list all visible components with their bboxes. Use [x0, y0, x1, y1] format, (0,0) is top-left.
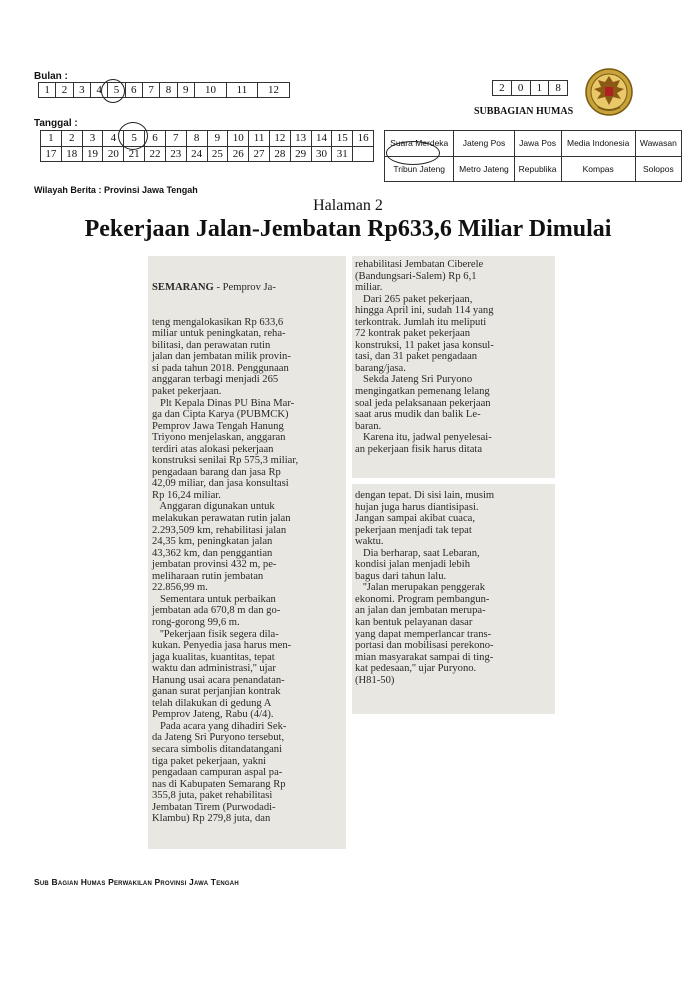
article-line: konstruksi, 11 paket jasa konsul-: [355, 339, 494, 351]
media-cell: Solopos: [635, 156, 681, 182]
article-line: Dia berharap, saat Lebaran,: [355, 547, 480, 559]
date-cell: 3: [82, 131, 103, 147]
date-cell: 24: [186, 146, 207, 162]
article-line: paket pekerjaan.: [152, 386, 222, 398]
media-cell: Wawasan: [635, 131, 681, 157]
article-line: secara simbolis ditandatangani: [152, 743, 283, 755]
month-cell: 7: [142, 83, 159, 98]
tanggal-label: Tanggal :: [34, 118, 78, 129]
media-cell: Republika: [514, 156, 561, 182]
month-cell: 6: [125, 83, 142, 98]
column-1-line: SEMARANG - Pemprov Ja-: [152, 282, 276, 294]
article-line: ganan surat perjanjian kontrak: [152, 686, 281, 698]
article-line: miliar.: [355, 282, 383, 294]
article-line: ga dan Cipta Karya (PUBMCK): [152, 409, 289, 421]
footer-text: Sub Bagian Humas Perwakilan Provinsi Jawa Tengah: [34, 877, 239, 887]
date-cell: 2: [61, 131, 82, 147]
article-line: Triyono menjelaskan, anggaran: [152, 432, 286, 444]
article-line: waktu dan administrasi,'' ujar: [152, 663, 276, 675]
selected-month-circle: [101, 79, 125, 103]
article-line: Sekda Jateng Sri Puryono: [355, 374, 473, 386]
article-line: 43,362 km, dan penggantian: [152, 547, 273, 559]
date-cell: 4: [103, 131, 124, 147]
article-line: 22.856,99 m.: [152, 582, 208, 594]
article-line: miliar untuk peningkatan, reha-: [152, 328, 286, 340]
article-line: yang dapat memperlancar trans-: [355, 628, 492, 640]
media-cell: Metro Jateng: [454, 156, 514, 182]
month-cell: 11: [226, 83, 257, 98]
date-cell: 11: [249, 131, 270, 147]
article-line: jembatan ada 670,8 m dan go-: [152, 605, 281, 617]
article-line: kondisi jalan menjadi lebih: [355, 559, 471, 571]
article-column-2-bottom: [355, 490, 494, 686]
article-line: kan bentuk pelayanan dasar: [355, 617, 473, 629]
year-digit-cell: 1: [530, 81, 549, 96]
selected-date-circle: [118, 122, 148, 150]
article-line: hujan juga harus diantisipasi.: [355, 501, 479, 513]
date-cell: 26: [228, 146, 249, 162]
article-line: 355,8 juta, paket rehabilitasi: [152, 790, 273, 802]
article-line: nas di Kabupaten Semarang Rp: [152, 778, 286, 790]
media-cell: Kompas: [561, 156, 635, 182]
date-cell: 9: [207, 131, 228, 147]
media-cell: Media Indonesia: [561, 131, 635, 157]
date-cell: 20: [103, 146, 124, 162]
article-line: jaga kualitas, kuantitas, tepat: [152, 651, 275, 663]
article-line: (Bandungsari-Salem) Rp 6,1: [355, 270, 477, 282]
media-cell: Jawa Pos: [514, 131, 561, 157]
date-cell: 6: [145, 131, 166, 147]
article-line: tasi, dan 31 paket pengadaan: [355, 351, 478, 363]
month-cell: 2: [56, 83, 73, 98]
date-cell: 27: [249, 146, 270, 162]
date-cell: 22: [145, 146, 166, 162]
article-line: 42,09 miliar, dan jasa konsultasi: [152, 478, 289, 490]
article-line: si pada tahun 2018. Penggunaan: [152, 362, 289, 374]
article-line: jalan dan jembatan milik provin-: [152, 351, 291, 363]
garuda-emblem-icon: [584, 67, 634, 117]
year-digit-cell: 0: [511, 81, 530, 96]
article-line: kukan. Penyedia jasa harus men-: [152, 640, 292, 652]
article-line: anggaran terbagi menjadi 265: [152, 374, 279, 386]
article-line: Pemprov Jateng, Rabu (4/4).: [152, 709, 274, 721]
article-line: Anggaran digunakan untuk: [152, 501, 275, 513]
article-line: 72 kontrak paket pekerjaan: [355, 328, 471, 340]
article-line: an pekerjaan fisik harus ditata: [355, 443, 483, 455]
date-grid: [40, 130, 374, 162]
date-cell: 28: [269, 146, 290, 162]
page-number: Halaman 2: [313, 197, 383, 214]
media-cell: Suara Merdeka: [385, 131, 454, 157]
article-line: pekerjaan menjadi tak tepat: [355, 524, 472, 536]
article-line: soal jeda pelaksanaan pekerjaan: [355, 397, 491, 409]
date-cell: [353, 146, 374, 162]
media-cell: Tribun Jateng: [385, 156, 454, 182]
article-column-1: [152, 259, 298, 825]
month-cell: 5: [108, 83, 125, 98]
month-cell: 12: [257, 83, 289, 98]
article-line: Rp 16,24 miliar.: [152, 489, 221, 501]
article-line: rong-gorong 99,6 m.: [152, 616, 240, 628]
article-line: dengan tepat. Di sisi lain, musim: [355, 490, 495, 501]
month-cell: 4: [90, 83, 107, 98]
article-line: mian masyarakat sampai di ting-: [355, 651, 494, 663]
article-line: mengingatkan pemenang lelang: [355, 386, 490, 398]
headline: Pekerjaan Jalan-Jembatan Rp633,6 Miliar Dimulai: [84, 216, 612, 242]
article-line: tiga paket pekerjaan, yakni: [152, 755, 267, 767]
month-cell: 8: [160, 83, 177, 98]
date-cell: 5: [124, 131, 145, 147]
clipping-column-1: [148, 256, 346, 849]
article-line: Karena itu, jadwal penyelesai-: [355, 432, 492, 444]
month-grid: [38, 82, 290, 98]
article-line: Sementara untuk perbaikan: [152, 593, 276, 605]
article-line: bagus dari tahun lalu.: [355, 570, 447, 582]
article-line: meliharaan rutin jembatan: [152, 570, 264, 582]
date-cell: 16: [353, 131, 374, 147]
month-cell: 10: [194, 83, 226, 98]
date-cell: 1: [41, 131, 62, 147]
article-line: 24,35 km, peningkatan jalan: [152, 536, 273, 548]
article-line: portasi dan mobilisasi perekono-: [355, 640, 494, 652]
date-cell: 15: [332, 131, 353, 147]
article-line: pengadaan campuran aspal pa-: [152, 767, 283, 779]
subbagian-label: SUBBAGIAN HUMAS: [474, 106, 574, 117]
date-cell: 31: [332, 146, 353, 162]
article-line: telah dilakukan di gedung A: [152, 697, 272, 709]
selected-media-circle: [386, 141, 440, 165]
date-cell: 19: [82, 146, 103, 162]
date-cell: 13: [290, 131, 311, 147]
month-cell: 1: [39, 83, 56, 98]
article-line: 2.293,509 km, rehabilitasi jalan: [152, 524, 287, 536]
date-cell: 17: [41, 146, 62, 162]
article-line: barang/jasa.: [355, 362, 406, 374]
date-cell: 12: [269, 131, 290, 147]
article-line: pengadaan barang dan jasa Rp: [152, 466, 281, 478]
article-line: kat pedesaan,'' ujar Puryono.: [355, 663, 477, 675]
article-line: (H81-50): [355, 674, 395, 686]
article-line: terdiri atas alokasi pekerjaan: [152, 443, 274, 455]
article-line: Hanung usai acara penandatan-: [152, 674, 285, 686]
date-cell: 14: [311, 131, 332, 147]
article-line: bilitasi, dan perawatan rutin: [152, 339, 271, 351]
article-line: rehabilitasi Jembatan Ciberele: [355, 259, 484, 270]
article-line: hingga April ini, sudah 114 yang: [355, 305, 494, 317]
date-cell: 8: [186, 131, 207, 147]
month-cell: 9: [177, 83, 194, 98]
date-cell: 23: [165, 146, 186, 162]
year-digit-cell: 2: [493, 81, 512, 96]
article-line: saat arus mudik dan balik Le-: [355, 409, 481, 421]
article-line: waktu.: [355, 536, 384, 548]
wilayah-berita: Wilayah Berita : Provinsi Jawa Tengah: [34, 185, 198, 195]
article-line: ''Pekerjaan fisik segera dila-: [152, 628, 279, 640]
article-line: Pemprov Jawa Tengah Hanung: [152, 420, 284, 432]
date-cell: 21: [124, 146, 145, 162]
article-column-2-top: [355, 259, 494, 455]
article-line: konstruksi senilai Rp 575,3 miliar,: [152, 455, 299, 467]
date-cell: 30: [311, 146, 332, 162]
clipping-column-2-bottom: [352, 484, 555, 714]
date-cell: 29: [290, 146, 311, 162]
media-cell: Jateng Pos: [454, 131, 514, 157]
date-cell: 7: [165, 131, 186, 147]
year-digit-cell: 8: [549, 81, 568, 96]
date-cell: 10: [228, 131, 249, 147]
bulan-label: Bulan :: [34, 71, 68, 82]
date-cell: 25: [207, 146, 228, 162]
article-line: da Jateng Sri Puryono tersebut,: [152, 732, 285, 744]
article-line: ''Jalan merupakan penggerak: [355, 582, 486, 594]
article-line: melakukan perawatan rutin jalan: [152, 513, 291, 525]
dateline: SEMARANG: [152, 282, 214, 294]
article-line: Jangan sampai akibat cuaca,: [355, 513, 476, 525]
article-line: teng mengalokasikan Rp 633,6: [152, 316, 284, 328]
article-line: Klambu) Rp 279,8 juta, dan: [152, 813, 271, 825]
article-line: ekonomi. Program pembangun-: [355, 593, 490, 605]
article-line: Plt Kepala Dinas PU Bina Mar-: [152, 397, 295, 409]
year-box: [492, 80, 568, 96]
date-cell: 18: [61, 146, 82, 162]
article-line: jembatan provinsi 432 m, pe-: [152, 559, 277, 571]
article-line: an jalan dan jembatan merupa-: [355, 605, 486, 617]
article-line: baran.: [355, 420, 382, 432]
article-line: terkontrak. Jumlah itu meliputi: [355, 316, 487, 328]
article-line: Dari 265 paket pekerjaan,: [355, 293, 473, 305]
month-cell: 3: [73, 83, 90, 98]
clipping-column-2-top: [352, 256, 555, 478]
article-line: Pada acara yang dihadiri Sek-: [152, 720, 287, 732]
article-line: Jembatan Tirem (Purwodadi-: [152, 801, 276, 813]
